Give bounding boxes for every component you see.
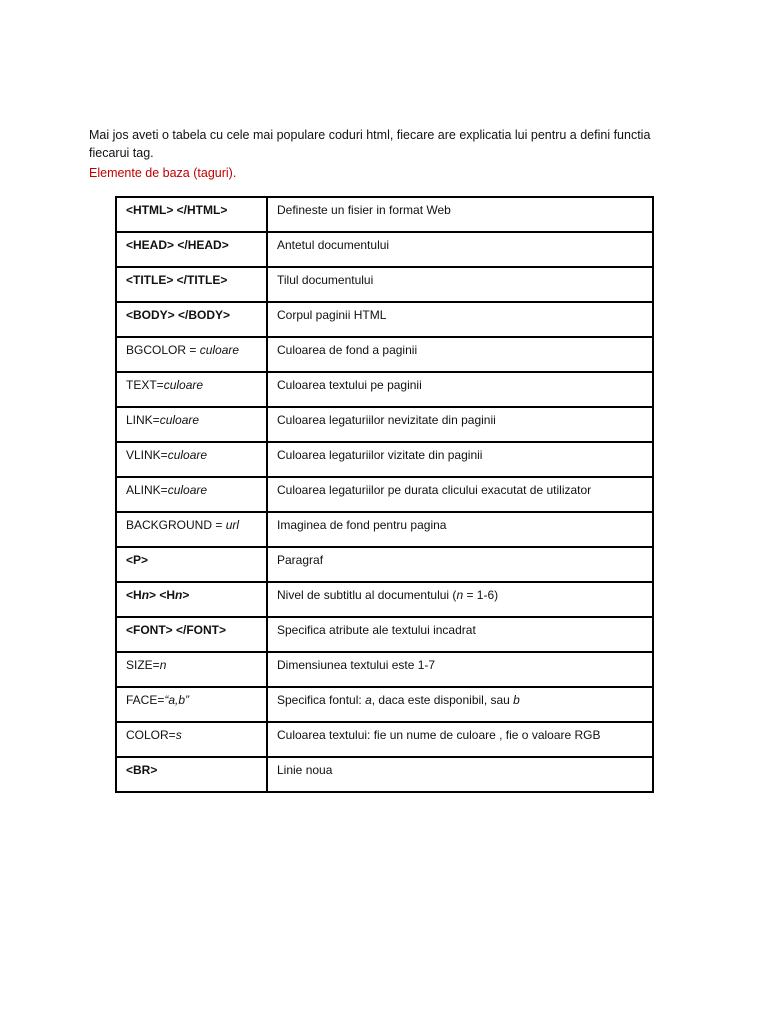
tag-description (277, 448, 482, 462)
tag-code (126, 238, 229, 252)
tag-description (277, 308, 386, 322)
text-segment: n (141, 588, 150, 602)
table-row (116, 582, 653, 617)
table-row (116, 267, 653, 302)
text-segment: Linie noua (277, 763, 333, 777)
tag-description (277, 518, 446, 532)
tag-code (126, 658, 166, 672)
tag-code (126, 693, 189, 707)
tag-code (126, 728, 182, 742)
tag-description (277, 658, 435, 672)
text-segment: s (175, 728, 182, 742)
text-segment: Specifica fontul: (277, 693, 366, 707)
tag-cell (116, 547, 267, 582)
text-segment: Culoarea textului: fie un nume de culoare , fie o valoare RGB (277, 728, 601, 742)
tag-cell (116, 197, 267, 232)
text-segment: Antetul documentului (277, 238, 390, 252)
tag-description (277, 763, 332, 777)
text-segment: <BODY> </BODY> (126, 308, 231, 322)
text-segment: n (456, 588, 464, 602)
tag-code (126, 413, 199, 427)
text-segment: COLOR= (126, 728, 176, 742)
tag-cell (116, 232, 267, 267)
text-segment: VLINK= (126, 448, 168, 462)
tag-code (126, 623, 226, 637)
tag-cell (116, 652, 267, 687)
text-segment: Nivel de subtitlu al documentului ( (277, 588, 457, 602)
tag-code (126, 203, 227, 217)
table-row (116, 407, 653, 442)
tag-description (277, 588, 498, 602)
text-segment: Imaginea de fond pentru pagina (277, 518, 447, 532)
text-segment: n (175, 588, 183, 602)
text-segment: <HTML> </HTML> (126, 203, 228, 217)
text-segment: , daca este disponibil, sau (371, 693, 514, 707)
text-segment: TEXT= (126, 378, 164, 392)
tag-cell (116, 302, 267, 337)
text-segment: <BR> (126, 763, 158, 777)
description-cell (267, 757, 653, 792)
tag-cell (116, 687, 267, 722)
html-tags-table (115, 196, 654, 793)
table-row (116, 652, 653, 687)
table-row (116, 197, 653, 232)
tag-cell (116, 757, 267, 792)
description-cell (267, 442, 653, 477)
description-cell (267, 652, 653, 687)
description-cell (267, 512, 653, 547)
tag-description (277, 693, 520, 707)
tag-cell (116, 442, 267, 477)
text-segment: Culoarea de fond a paginii (277, 343, 418, 357)
tag-description (277, 728, 601, 742)
text-segment: Culoarea legaturiilor pe durata clicului exacutat de utilizator (277, 483, 592, 497)
text-segment: culoare (167, 483, 208, 497)
tag-code (126, 483, 207, 497)
text-segment: BACKGROUND = (126, 518, 226, 532)
intro-line-2: fiecarui tag. (89, 146, 154, 160)
tag-code (126, 588, 189, 602)
description-cell (267, 232, 653, 267)
text-segment: = 1-6) (463, 588, 499, 602)
text-segment: FACE= (126, 693, 165, 707)
text-segment: Dimensiunea textului este 1-7 (277, 658, 436, 672)
description-cell (267, 617, 653, 652)
tag-description (277, 413, 496, 427)
tag-description (277, 378, 422, 392)
text-segment: BGCOLOR = (126, 343, 200, 357)
tag-description (277, 343, 417, 357)
tag-cell (116, 477, 267, 512)
tag-code (126, 343, 239, 357)
section-heading: Elemente de baza (taguri). (89, 166, 237, 180)
text-segment: LINK= (126, 413, 160, 427)
tag-code (126, 763, 157, 777)
text-segment: b (513, 693, 520, 707)
tag-code (126, 378, 203, 392)
text-segment: Culoarea legaturiilor vizitate din paginii (277, 448, 483, 462)
text-segment: <H (126, 588, 142, 602)
text-segment: <TITLE> </TITLE> (126, 273, 228, 287)
table-row (116, 477, 653, 512)
tag-code (126, 553, 148, 567)
tag-code (126, 448, 207, 462)
tag-description (277, 623, 476, 637)
description-cell (267, 582, 653, 617)
text-segment: <HEAD> </HEAD> (126, 238, 229, 252)
text-segment: <FONT> </FONT> (126, 623, 227, 637)
text-segment: Defineste un fisier in format Web (277, 203, 451, 217)
text-segment: Culoarea legaturiilor nevizitate din paginii (277, 413, 496, 427)
description-cell (267, 547, 653, 582)
description-cell (267, 302, 653, 337)
tag-cell (116, 617, 267, 652)
table-row (116, 687, 653, 722)
tag-description (277, 553, 323, 567)
tag-description (277, 273, 373, 287)
tag-description (277, 203, 451, 217)
table-row (116, 547, 653, 582)
table-row (116, 232, 653, 267)
text-segment: SIZE= (126, 658, 160, 672)
text-segment: Corpul paginii HTML (277, 308, 387, 322)
tag-cell (116, 267, 267, 302)
text-segment: <P> (126, 553, 149, 567)
table-row (116, 512, 653, 547)
tag-cell (116, 407, 267, 442)
tags-table-body (116, 197, 653, 792)
table-row (116, 757, 653, 792)
text-segment: culoare (167, 448, 208, 462)
text-segment: Tilul documentului (277, 273, 374, 287)
tag-cell (116, 337, 267, 372)
tag-description (277, 483, 591, 497)
tag-code (126, 518, 239, 532)
tag-cell (116, 582, 267, 617)
text-segment: culoare (199, 343, 240, 357)
text-segment: n (159, 658, 167, 672)
text-segment: > (182, 588, 190, 602)
table-row (116, 442, 653, 477)
text-segment: culoare (159, 413, 200, 427)
table-row (116, 372, 653, 407)
tag-cell (116, 722, 267, 757)
tag-code (126, 273, 227, 287)
description-cell (267, 477, 653, 512)
text-segment: Paragraf (277, 553, 324, 567)
table-row (116, 337, 653, 372)
table-row (116, 617, 653, 652)
description-cell (267, 687, 653, 722)
table-row (116, 302, 653, 337)
intro-paragraph (89, 126, 689, 162)
description-cell (267, 407, 653, 442)
text-segment: > <H (149, 588, 176, 602)
description-cell (267, 197, 653, 232)
tag-code (126, 308, 230, 322)
text-segment: a (365, 693, 372, 707)
description-cell (267, 267, 653, 302)
tag-description (277, 238, 389, 252)
description-cell (267, 337, 653, 372)
intro-line-1: Mai jos aveti o tabela cu cele mai populare coduri html, fiecare are explicatia lui pentru a defini functia (89, 128, 651, 142)
text-segment: “a,b” (164, 693, 190, 707)
text-segment: Culoarea textului pe paginii (277, 378, 422, 392)
tag-cell (116, 372, 267, 407)
description-cell (267, 722, 653, 757)
table-row (116, 722, 653, 757)
text-segment: Specifica atribute ale textului incadrat (277, 623, 476, 637)
text-segment: ALINK= (126, 483, 168, 497)
text-segment: url (225, 518, 240, 532)
description-cell (267, 372, 653, 407)
tag-cell (116, 512, 267, 547)
text-segment: culoare (163, 378, 204, 392)
